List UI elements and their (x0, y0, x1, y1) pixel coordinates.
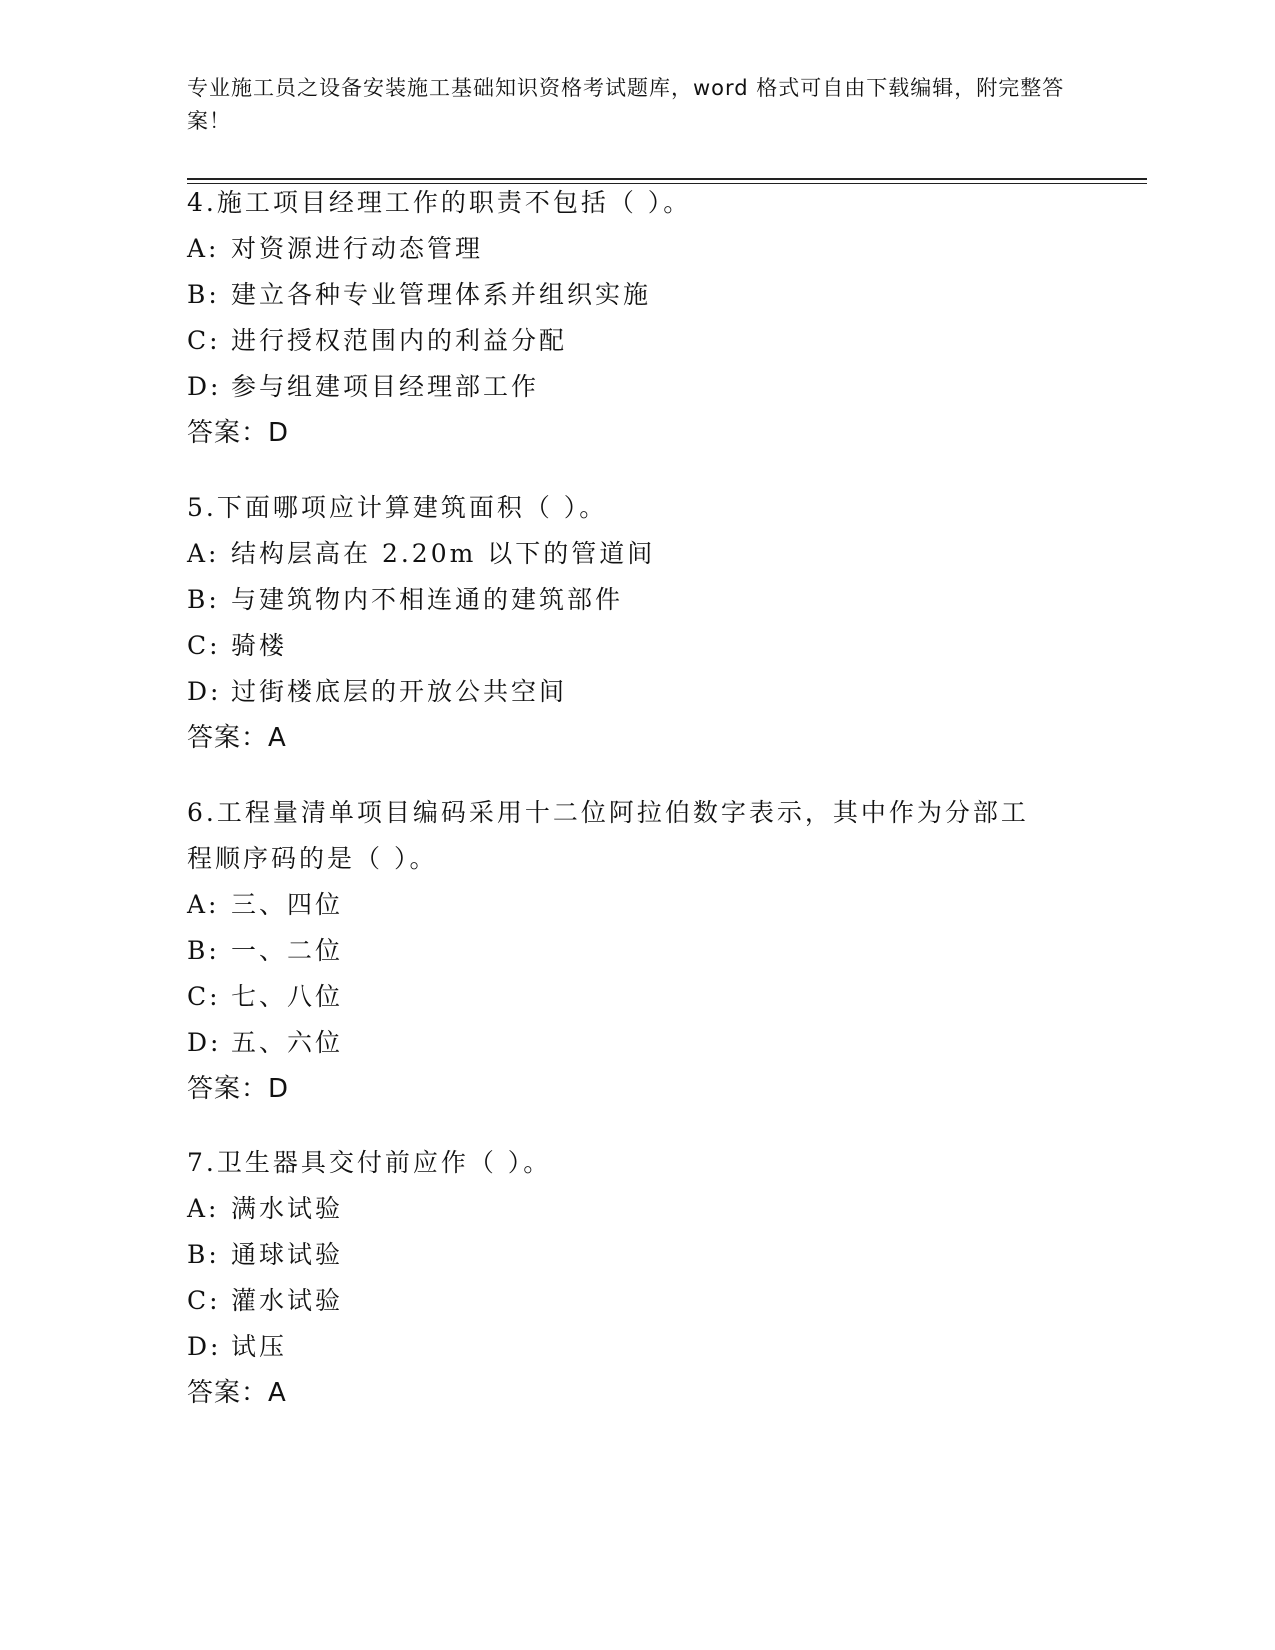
answer-value: D (268, 418, 290, 448)
option-label: D: (187, 372, 222, 401)
answer-value: A (268, 1378, 287, 1408)
option-c (187, 974, 1087, 1020)
option-label: B: (187, 1240, 220, 1269)
question-stem: 7.卫生器具交付前应作（ ）。 (187, 1148, 552, 1177)
option-text: 一、二位 (231, 936, 344, 965)
option-b (187, 928, 1087, 974)
option-text: 进行授权范围内的利益分配 (231, 326, 568, 355)
option-text: 试压 (231, 1332, 288, 1361)
option-label: B: (187, 280, 220, 309)
option-a (187, 226, 1087, 272)
answer-prefix: 答案： (187, 418, 269, 448)
answer-value: D (268, 1074, 290, 1104)
option-label: D: (187, 1332, 222, 1361)
option-text: 满水试验 (231, 1194, 344, 1223)
option-b (187, 1232, 1087, 1278)
answer-prefix: 答案： (187, 1378, 269, 1408)
question-5 (187, 485, 1087, 761)
option-c (187, 623, 1087, 669)
question-stem: 6.工程量清单项目编码采用十二位阿拉伯数字表示，其中作为分部工程顺序码的是（ ）。 (187, 798, 1029, 873)
option-text: 建立各种专业管理体系并组织实施 (231, 280, 652, 309)
answer-prefix: 答案： (187, 723, 269, 753)
option-d (187, 1020, 1087, 1066)
option-label: A: (187, 539, 220, 568)
question-6 (187, 790, 1087, 1112)
question-stem: 4.施工项目经理工作的职责不包括（ ）。 (187, 188, 692, 217)
option-label: A: (187, 890, 220, 919)
option-label: B: (187, 936, 220, 965)
option-text: 五、六位 (231, 1028, 344, 1057)
option-c (187, 318, 1087, 364)
question-4 (187, 180, 1087, 456)
document-header: 专业施工员之设备安装施工基础知识资格考试题库，word 格式可自由下载编辑，附完整答案！ (187, 76, 1065, 133)
answer-line (187, 1370, 1087, 1416)
option-label: C: (187, 631, 221, 660)
option-d (187, 1324, 1087, 1370)
answer-line (187, 715, 1087, 761)
option-label: D: (187, 1028, 222, 1057)
option-text: 对资源进行动态管理 (231, 234, 484, 263)
option-label: B: (187, 585, 220, 614)
answer-prefix: 答案： (187, 1074, 269, 1104)
option-label: A: (187, 1194, 220, 1223)
answer-value: A (268, 723, 287, 753)
option-d (187, 669, 1087, 715)
option-text: 与建筑物内不相连通的建筑部件 (231, 585, 624, 614)
option-label: A: (187, 234, 220, 263)
option-text: 通球试验 (231, 1240, 344, 1269)
option-b (187, 577, 1087, 623)
answer-line (187, 1066, 1087, 1112)
option-label: D: (187, 677, 222, 706)
option-text: 灌水试验 (231, 1286, 344, 1315)
option-text: 骑楼 (231, 631, 288, 660)
option-label: C: (187, 1286, 221, 1315)
option-d (187, 364, 1087, 410)
option-b (187, 272, 1087, 318)
option-text: 结构层高在 2.20m 以下的管道间 (231, 539, 656, 568)
option-text: 参与组建项目经理部工作 (231, 372, 540, 401)
option-a (187, 882, 1087, 928)
question-7 (187, 1140, 1087, 1416)
option-label: C: (187, 326, 221, 355)
option-c (187, 1278, 1087, 1324)
option-a (187, 1186, 1087, 1232)
option-text: 过街楼底层的开放公共空间 (231, 677, 568, 706)
option-text: 三、四位 (231, 890, 344, 919)
option-label: C: (187, 982, 221, 1011)
option-a (187, 531, 1087, 577)
option-text: 七、八位 (231, 982, 344, 1011)
answer-line (187, 410, 1087, 456)
question-stem: 5.下面哪项应计算建筑面积（ ）。 (187, 493, 608, 522)
